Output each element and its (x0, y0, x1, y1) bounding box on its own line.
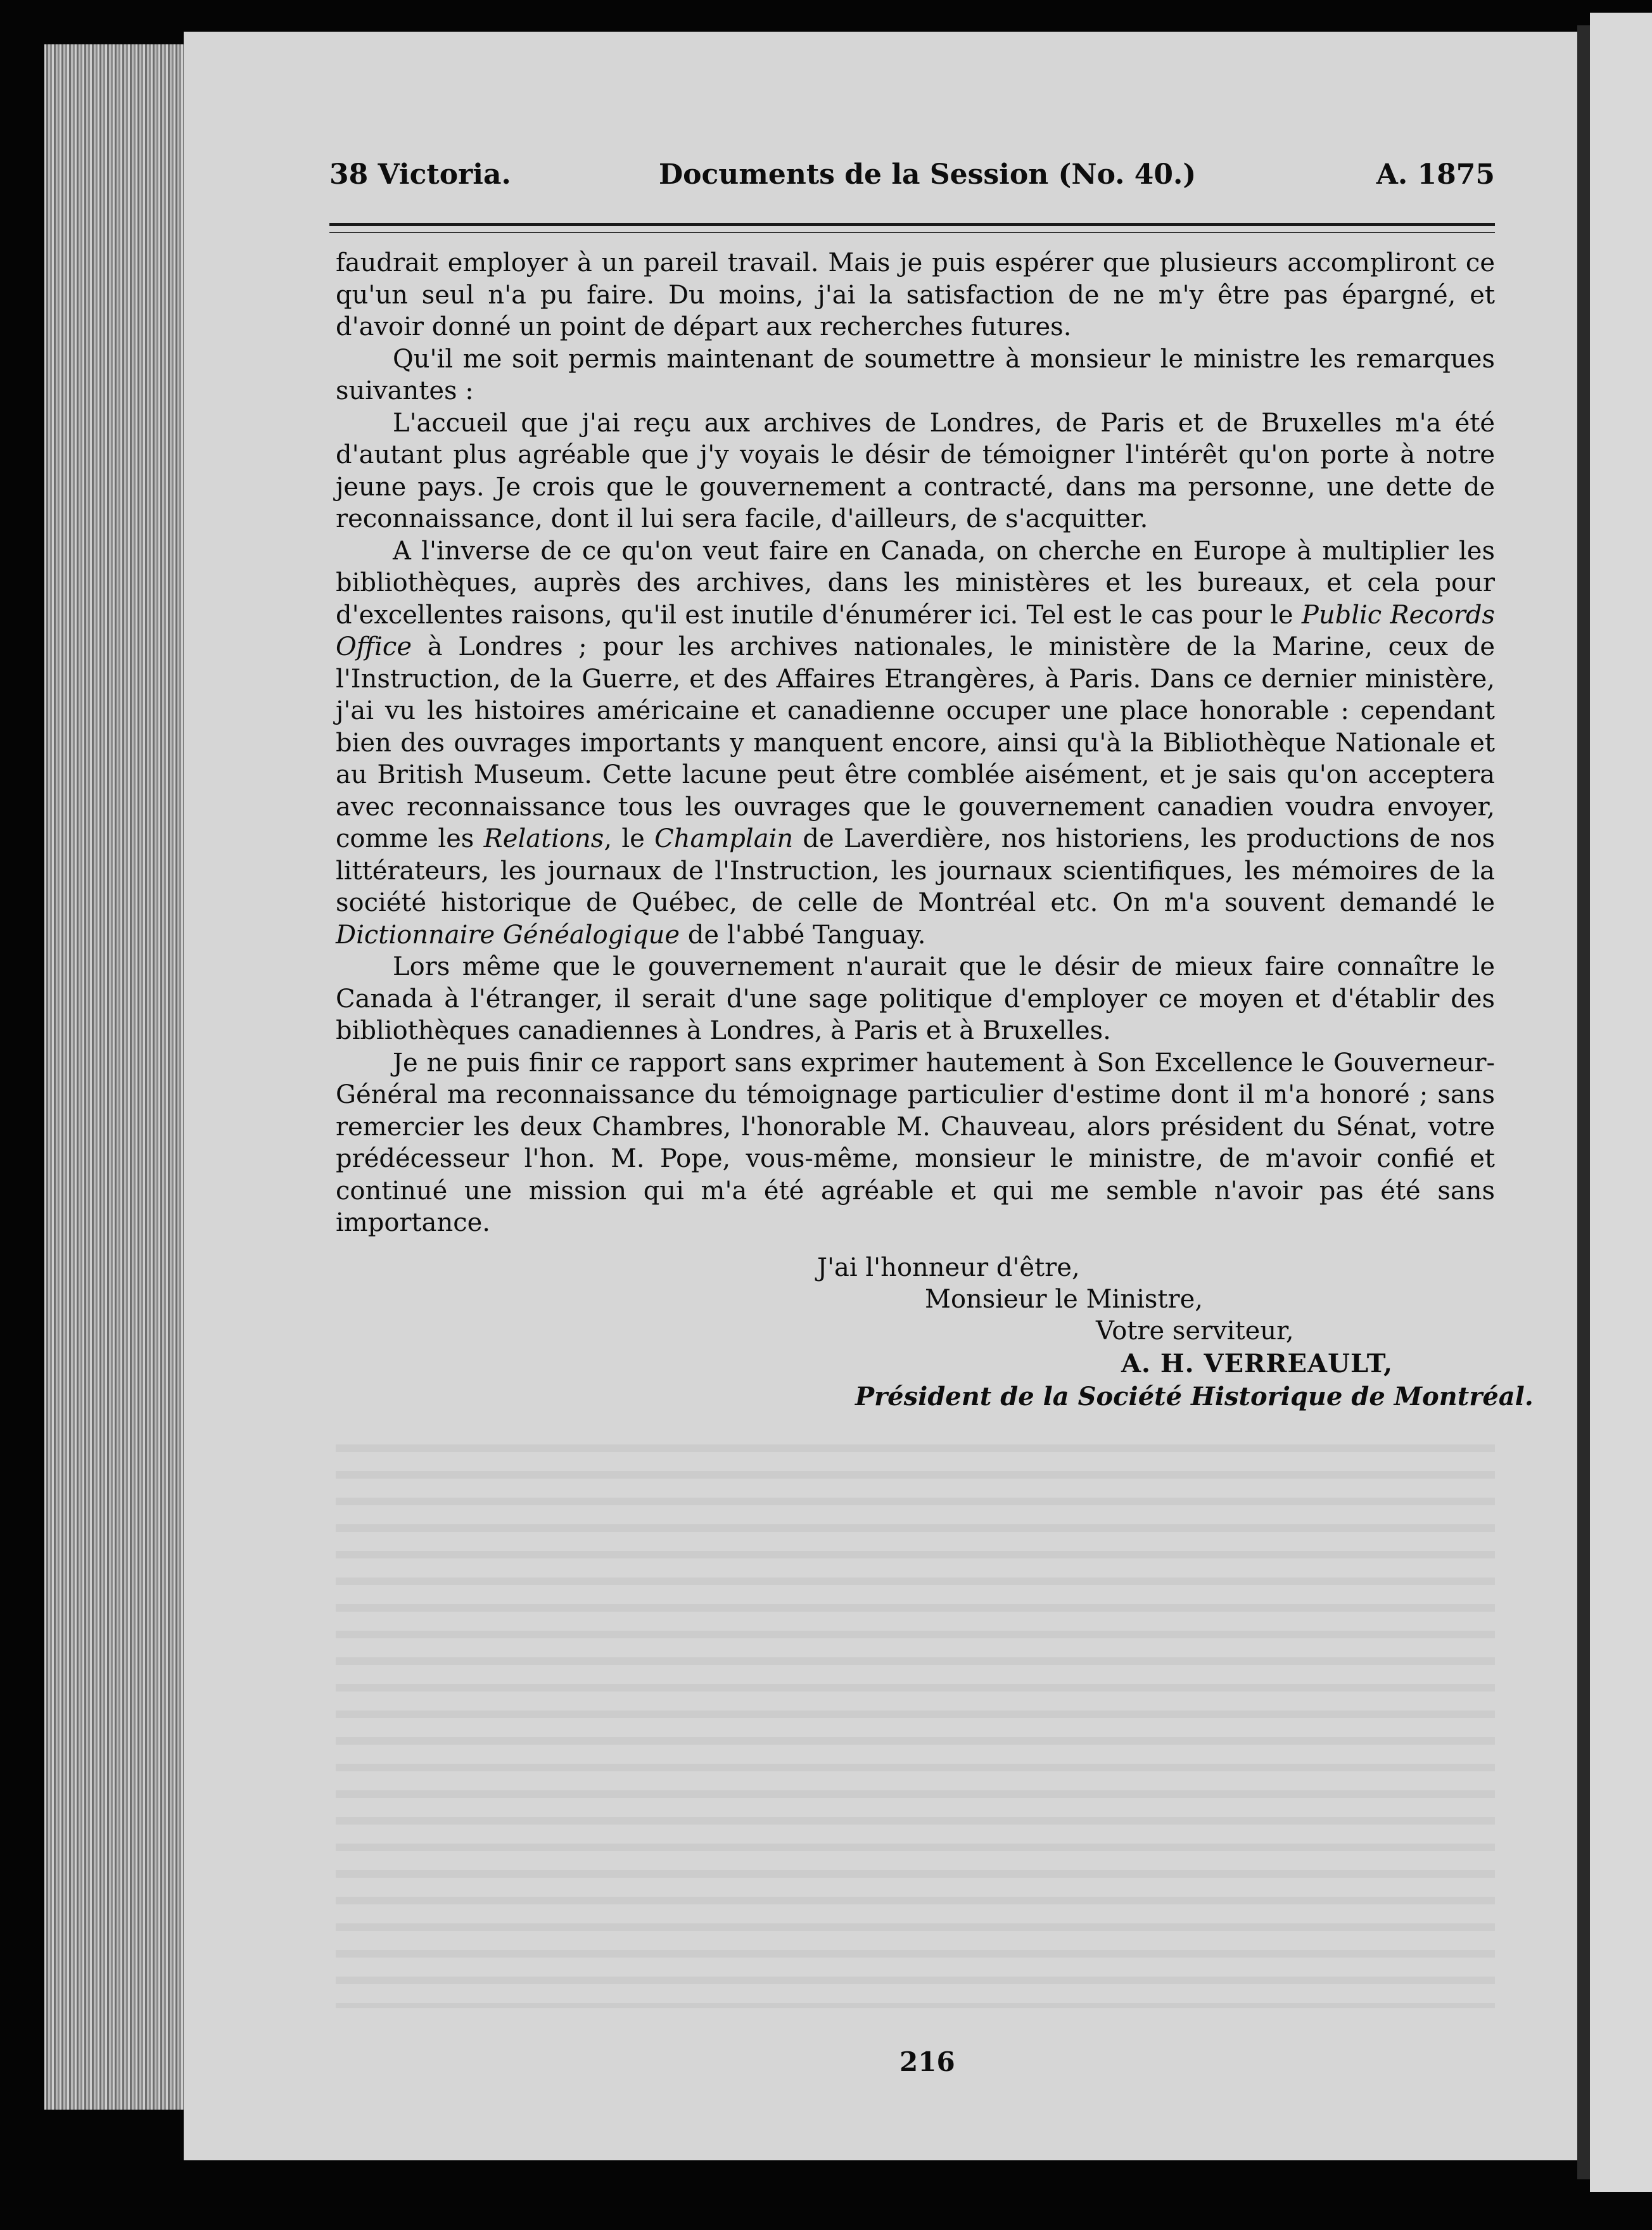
header-rule-thin (329, 232, 1495, 233)
signatory-title: Président de la Société Historique de Montréal. (855, 1382, 1534, 1411)
closing-servant: Votre serviteur, (1096, 1316, 1294, 1346)
paragraph-5: Lors même que le gouvernement n'aurait que le désir de mieux faire connaître le Canada à l'étranger, il serait d'une sage politique d'employer ce moyen et d'établir des bibliothèques canadiennes à Londres, à Paris et à Bruxelles. (336, 952, 1495, 1045)
paragraph-4-text-d: de Laverdière, nos historiens, les productions de nos littérateurs, les journaux de l'Instruction, les journaux scientifiques, les mémoires de la société historique de Québec, de celle de Montréal etc. On m'a souvent demandé le (336, 824, 1496, 917)
closing-salutation: J'ai l'honneur d'être, (817, 1253, 1080, 1282)
body-text (336, 247, 1495, 1239)
paragraph-4-text-b: à Londres ; pour les archives nationales, le ministère de la Marine, ceux de l'Instruction, de la Guerre, et des Affaires Etrangères, à Paris. Dans ce dernier ministère, j'ai vu les histoires américaine et canadienne occuper une place honorable : cependant bien des ouvrages importants y manquent encore, ainsi qu'à la Bibliothèque Nationale et au British Museum. Cette lacune peut être comblée aisément, et je sais qu'on acceptera avec reconnaissance tous les ouvrages que le gouvernement canadien voudra envoyer, comme les (336, 632, 1495, 853)
header-volume: 38 Victoria. (329, 158, 511, 191)
paragraph-4-text-c: , le (604, 824, 655, 853)
closing-address: Monsieur le Ministre, (925, 1285, 1203, 1314)
header-title: Documents de la Session (No. 40.) (659, 158, 1197, 191)
page-number: 216 (899, 2046, 955, 2077)
paragraph-4-text-e: de l'abbé Tanguay. (680, 920, 926, 950)
book-page-edges (44, 44, 203, 2110)
running-header (329, 158, 1495, 209)
bleed-through-texture (336, 1425, 1495, 2008)
italic-relations: Relations (483, 824, 604, 853)
italic-dictionnaire: Dictionnaire Généalogique (336, 920, 680, 950)
header-year: A. 1875 (1376, 158, 1495, 191)
signatory-name: A. H. VERREAULT, (1121, 1349, 1394, 1379)
italic-public-records-office: Public Records Office (336, 600, 1495, 661)
adjacent-page-sliver (1590, 13, 1652, 2192)
book-gutter-shadow (1577, 25, 1591, 2179)
document-page (184, 32, 1577, 2160)
paragraph-1: faudrait employer à un pareil travail. Mais je puis espérer que plusieurs accompliront ce qu'un seul n'a pu faire. Du moins, j'ai la satisfaction de ne m'y être pas épargné, et d'avoir donné un point de départ aux recherches futures. (336, 248, 1495, 341)
paragraph-4-text-a: A l'inverse de ce qu'on veut faire en Canada, on cherche en Europe à multiplier les bibliothèques, auprès des archives, dans les ministères et les bureaux, et cela pour d'excellentes raisons, qu'il est inutile d'énumérer ici. Tel est le cas pour le (336, 536, 1495, 630)
paragraph-4 (336, 535, 1495, 952)
header-rule-thick (329, 223, 1495, 226)
paragraph-6: Je ne puis finir ce rapport sans exprimer hautement à Son Excellence le Gouverneur-Général ma reconnaissance du témoignage particulier d'estime dont il m'a honoré ; sans remercier les deux Chambres, l'honorable M. Chauveau, alors président du Sénat, votre prédécesseur l'hon. M. Pope, vous-même, monsieur le ministre, de m'avoir confié et continué une mission qui m'a été agréable et qui me semble n'avoir pas été sans importance. (336, 1048, 1495, 1237)
paragraph-3: L'accueil que j'ai reçu aux archives de Londres, de Paris et de Bruxelles m'a été d'autant plus agréable que j'y voyais le désir de témoigner l'intérêt qu'on porte à notre jeune pays. Je crois que le gouvernement a contracté, dans ma personne, une dette de reconnaissance, dont il lui sera facile, d'ailleurs, de s'acquitter. (336, 408, 1495, 533)
italic-champlain: Champlain (654, 824, 794, 853)
paragraph-2: Qu'il me soit permis maintenant de soumettre à monsieur le ministre les remarques suivantes : (336, 344, 1495, 405)
